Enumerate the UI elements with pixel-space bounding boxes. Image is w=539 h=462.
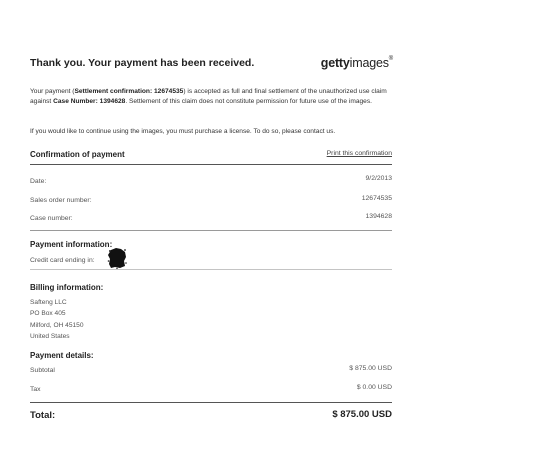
- settlement-paragraph: Your payment (Settlement confirmation: 12674535) is accepted as full and final settlement of the unauthorized use claim against Case Number: 1394628. Settlement of this claim does not constitute permission for future use of the images.: [30, 88, 387, 105]
- billing-line: United States: [30, 333, 70, 341]
- divider: [30, 230, 392, 231]
- print-confirmation-link[interactable]: Print this confirmation: [326, 150, 392, 157]
- billing-info-heading: Billing information:: [30, 283, 104, 292]
- total-value: $ 875.00 USD: [332, 409, 392, 420]
- tax-label: Tax: [30, 386, 41, 393]
- case-number-value: 1394628: [365, 213, 392, 220]
- license-paragraph: If you would like to continue using the images, you must purchase a license. To do so, please contact us.: [30, 128, 336, 135]
- billing-line: PO Box 405: [30, 310, 66, 318]
- divider: [30, 269, 392, 270]
- total-label: Total:: [30, 410, 56, 421]
- tax-value: $ 0.00 USD: [356, 384, 392, 391]
- billing-line: Milford, OH 45150: [30, 321, 84, 329]
- billing-address: [30, 297, 84, 343]
- payment-info-heading: Payment information:: [30, 240, 113, 249]
- page-title: Thank you. Your payment has been received.: [30, 57, 255, 69]
- sales-order-value: 12674535: [361, 195, 392, 202]
- date-label: Date:: [30, 178, 47, 185]
- card-ending-label: Credit card ending in:: [30, 257, 95, 264]
- logo-rest-text: images: [349, 56, 389, 70]
- confirmation-heading: Confirmation of payment: [30, 150, 125, 159]
- case-number-label: Case number:: [30, 215, 73, 222]
- billing-line: Safteng LLC: [30, 299, 67, 306]
- subtotal-value: $ 875.00 USD: [349, 365, 392, 372]
- logo-registered-mark: ®: [388, 56, 393, 62]
- divider: [30, 402, 392, 403]
- payment-details-heading: Payment details:: [30, 351, 94, 360]
- settlement-confirmation: Settlement confirmation: 12674535: [74, 88, 184, 95]
- contact-us-link[interactable]: contact us: [303, 128, 334, 135]
- case-number-ref: Case Number: 1394628: [53, 97, 126, 105]
- logo-bold-text: getty: [320, 56, 350, 70]
- subtotal-label: Subtotal: [30, 367, 55, 374]
- sales-order-label: Sales order number:: [30, 197, 92, 204]
- date-value: 9/2/2013: [365, 175, 392, 182]
- divider: [30, 164, 392, 165]
- gettyimages-logo[interactable]: [321, 56, 393, 70]
- redaction-mark: [107, 247, 127, 269]
